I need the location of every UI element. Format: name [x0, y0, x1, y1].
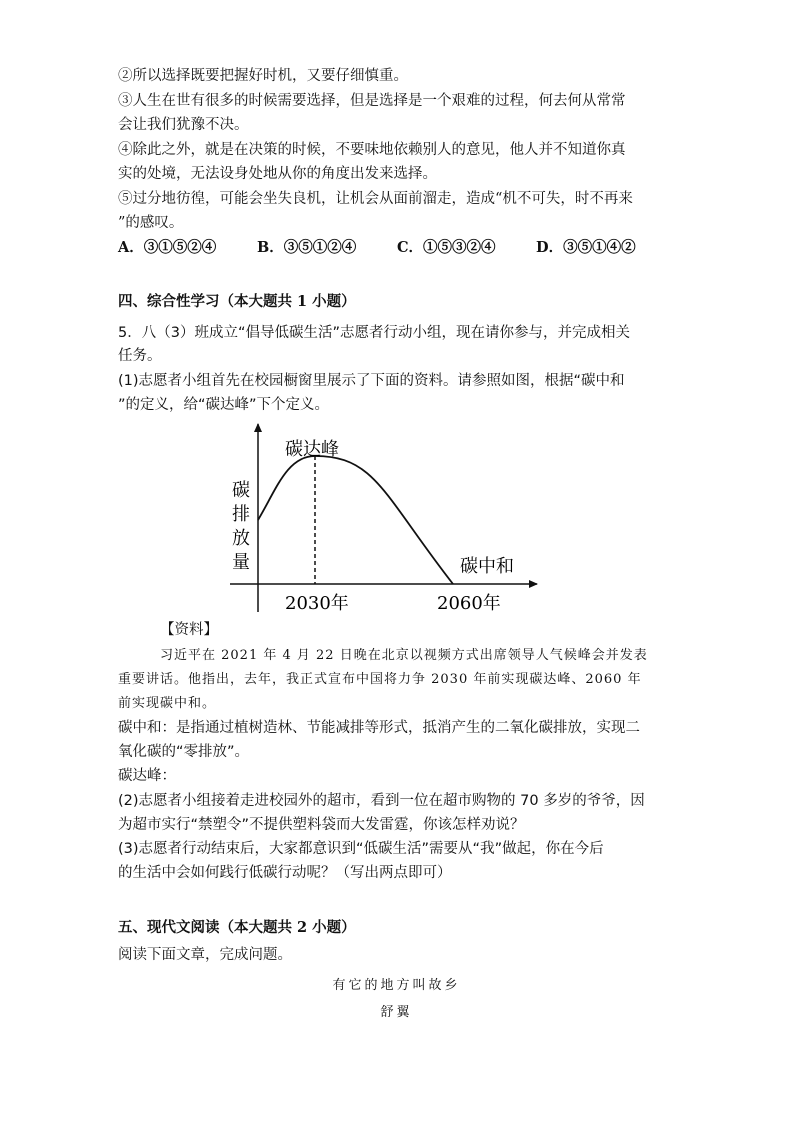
peak-annotation: 碳达峰	[285, 439, 339, 460]
ylabel-char-2: 排	[232, 504, 250, 525]
q5-sub3-cont: 的生活中会如何践行低碳行动呢？（写出两点即可）	[118, 865, 452, 881]
section5-heading: 五、现代文阅读（本大题共 2 小题）	[118, 919, 356, 936]
q4-item-5-cont: ”的感叹。	[118, 215, 184, 231]
x-tick-2060: 2060年	[437, 593, 501, 614]
q5-sub3: (3)志愿者行动结束后，大家都意识到“低碳生活”需要从“我”做起，你在今后	[118, 841, 604, 857]
option-d[interactable]: D．③⑤①④②	[536, 239, 636, 256]
option-a[interactable]: A．③①⑤②④	[118, 239, 217, 256]
q4-item-3-cont: 会让我们犹豫不决。	[118, 117, 249, 133]
material-line-1: 习近平在 2021 年 4 月 22 日晚在北京以视频方式出席领导人气候峰会并发表	[160, 648, 648, 663]
ylabel-char-3: 放	[232, 528, 250, 549]
article-author: 舒翼	[380, 1005, 413, 1020]
x-tick-2030: 2030年	[285, 593, 349, 614]
option-c[interactable]: C．①⑤③②④	[397, 239, 496, 256]
neutral-definition-cont: 氧化碳的“零排放”。	[118, 744, 250, 760]
carbon-chart	[225, 420, 545, 615]
q4-item-3: ③人生在世有很多的时候需要选择，但是选择是一个艰难的过程，何去何从常常	[118, 93, 626, 109]
q5-sub2-cont: 为超市实行“禁塑令”不提供塑料袋而大发雷霆，你该怎样劝说？	[118, 817, 525, 833]
section4-heading: 四、综合性学习（本大题共 1 小题）	[118, 293, 356, 310]
neutral-annotation: 碳中和	[460, 556, 514, 577]
peak-definition-label: 碳达峰：	[118, 768, 176, 784]
article-title: 有它的地方叫故乡	[332, 978, 461, 993]
emission-curve	[258, 456, 453, 584]
q5-text: 5．八（3）班成立“倡导低碳生活”志愿者行动小组，现在请你参与，并完成相关	[118, 325, 630, 341]
reading-instruction: 阅读下面文章，完成问题。	[118, 947, 292, 963]
q4-item-5: ⑤过分地彷徨，可能会坐失良机，让机会从面前溜走，造成“机不可失，时不再来	[118, 191, 633, 207]
material-line-2: 重要讲话。他指出，去年，我正式宣布中国将力争 2030 年前实现碳达峰、2060 年	[118, 672, 642, 687]
material-line-3: 前实现碳中和。	[118, 696, 217, 711]
q4-item-4: ④除此之外，就是在决策的时候，不要味地依赖别人的意见，他人并不知道你真	[118, 142, 626, 158]
ylabel-char-4: 量	[232, 552, 250, 573]
ylabel-char-1: 碳	[232, 480, 250, 501]
q5-sub1-cont: ”的定义，给“碳达峰”下个定义。	[118, 397, 330, 413]
q4-item-4-cont: 实的处境，无法设身处地从你的角度出发来选择。	[118, 166, 437, 182]
q4-item-2: ②所以选择既要把握好时机，又要仔细慎重。	[118, 68, 408, 84]
neutral-definition: 碳中和：是指通过植树造林、节能减排等形式，抵消产生的二氧化碳排放，实现二	[118, 720, 640, 736]
q5-sub1: (1)志愿者小组首先在校园橱窗里展示了下面的资料。请参照如图，根据“碳中和	[118, 373, 625, 389]
option-b[interactable]: B．③⑤①②④	[257, 239, 357, 256]
q5-text-cont: 任务。	[118, 348, 162, 364]
material-label: 【资料】	[160, 622, 218, 638]
q5-sub2: (2)志愿者小组接着走进校园外的超市，看到一位在超市购物的 70 多岁的爷爷，因	[118, 793, 645, 809]
